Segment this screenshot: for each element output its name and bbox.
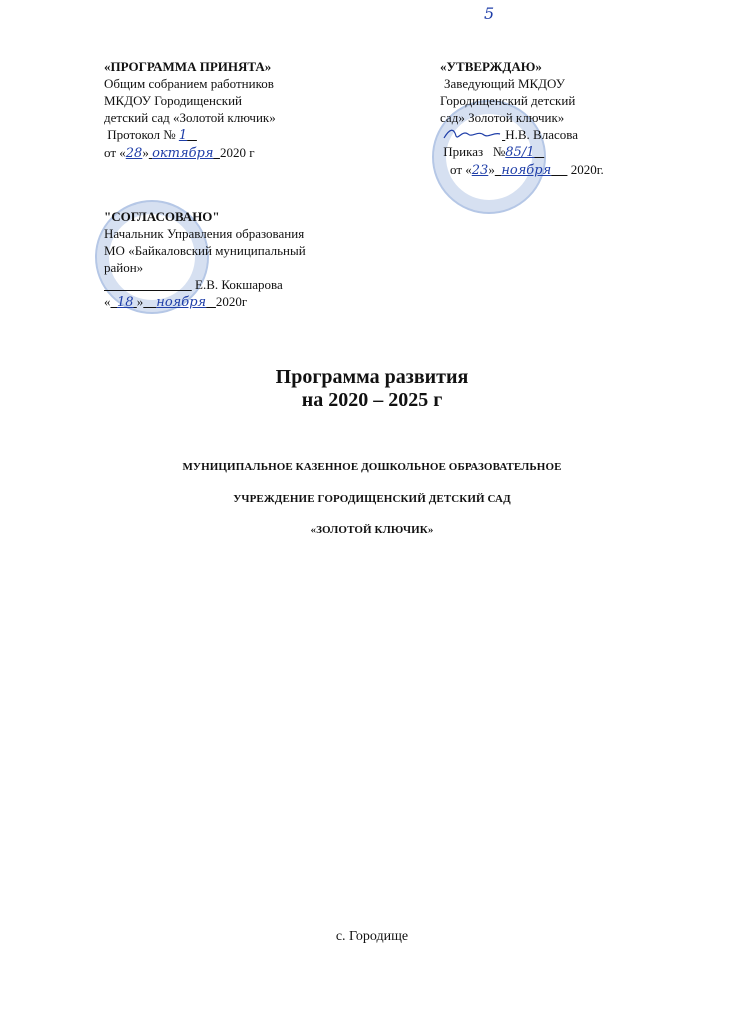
agreed-date-year: 2020г [215, 294, 248, 309]
adopted-line2: МКДОУ Городищенский [104, 93, 243, 108]
approved-signer: Н.В. Власова [505, 127, 578, 142]
adopted-block [104, 58, 276, 162]
agreed-line1: Начальник Управления образования [104, 226, 305, 241]
agreed-line2: МО «Байкаловский муниципальный [104, 243, 306, 258]
order-no-label: № [492, 144, 506, 159]
approved-date-day: 23 [471, 163, 489, 178]
agreed-date-mid: » [136, 294, 144, 309]
approved-date-mid: » [488, 162, 495, 177]
adopted-date-day: 28 [125, 146, 143, 161]
org-line2: УЧРЕЖДЕНИЕ ГОРОДИЩЕНСКИЙ ДЕТСКИЙ САД [233, 493, 511, 505]
approved-line3: сад» Золотой ключик» [440, 110, 565, 125]
approved-date-month: ноября [501, 163, 552, 178]
page-number-mark: 5 [484, 4, 495, 23]
approved-heading: «УТВЕРЖДАЮ» [440, 59, 542, 74]
adopted-date-mid: » [142, 145, 149, 160]
approved-block [440, 58, 604, 179]
org-line3: «ЗОЛОТОЙ КЛЮЧИК» [310, 524, 434, 536]
approved-signature-line [440, 126, 604, 143]
approved-line1: Заведующий МКДОУ [444, 76, 565, 91]
approved-date [440, 161, 604, 179]
adopted-heading: «ПРОГРАММА ПРИНЯТА» [104, 59, 272, 74]
approved-signature [440, 127, 505, 142]
protocol-label: Протокол № [107, 127, 176, 142]
adopted-date [104, 144, 276, 162]
approved-date-year: 2020г. [570, 162, 604, 177]
adopted-protocol [104, 126, 276, 144]
agreed-date-day: 18 [117, 295, 134, 310]
agreed-signer: Е.В. Кокшарова [195, 277, 283, 292]
agreed-heading: "СОГЛАСОВАНО" [104, 209, 220, 224]
title-line1: Программа развития [275, 366, 469, 388]
agreed-line3: район» [104, 260, 144, 275]
title-line2: на 2020 – 2025 г [301, 389, 443, 411]
place-name: с. Городище [335, 929, 409, 944]
agreed-date [104, 293, 306, 311]
program-title [0, 366, 744, 412]
agreed-block [104, 208, 306, 311]
approved-line2: Городищенский детский [440, 93, 576, 108]
adopted-date-year: 2020 г [219, 145, 255, 160]
org-line1: МУНИЦИПАЛЬНОЕ КАЗЕННОЕ ДОШКОЛЬНОЕ ОБРАЗОВАТЕЛЬНОЕ [182, 461, 562, 473]
agreed-date-month: ноября [156, 295, 207, 310]
adopted-date-prefix: от « [104, 145, 126, 160]
order-number: 85/1 [505, 145, 535, 160]
agreed-signature-line [104, 276, 306, 293]
adopted-date-month: октября [152, 146, 214, 161]
order-label: Приказ [443, 144, 484, 159]
approved-date-prefix: от « [450, 162, 472, 177]
adopted-line3: детский сад «Золотой ключик» [104, 110, 276, 125]
protocol-number: 1 [178, 128, 188, 143]
approved-order [440, 143, 604, 161]
adopted-line1: Общим собранием работников [104, 76, 274, 91]
handwritten-signature-icon [440, 126, 502, 142]
agreed-date-prefix: « [104, 294, 111, 309]
